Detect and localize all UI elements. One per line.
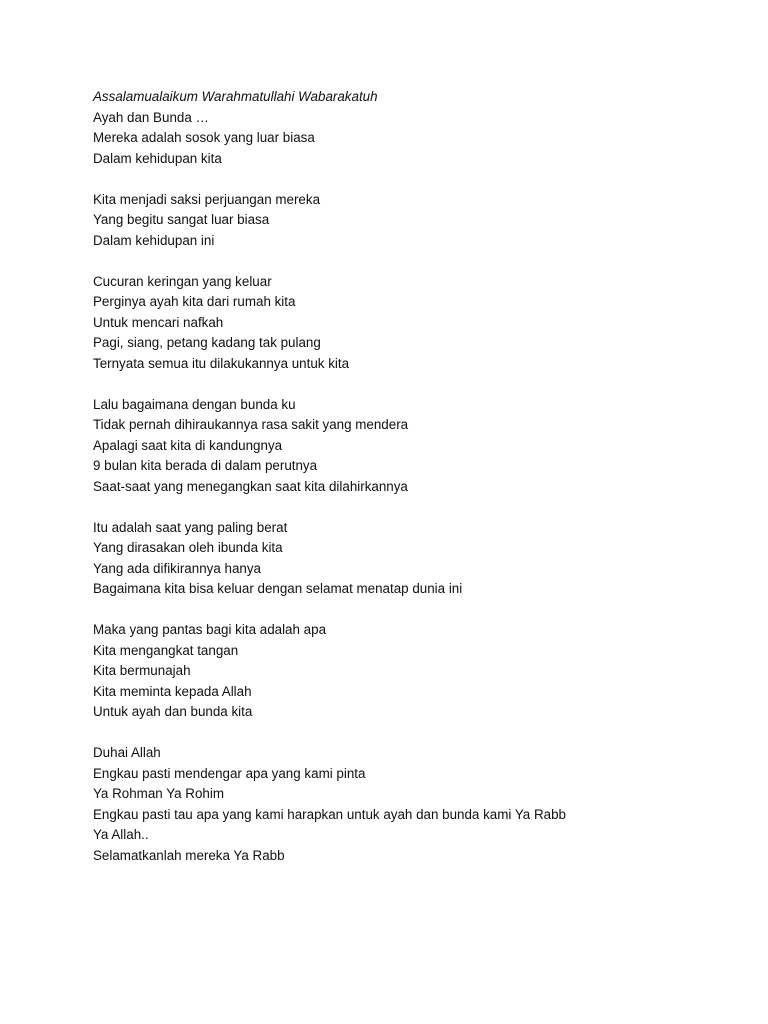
greeting-line: Assalamualaikum Warahmatullahi Wabarakatuh [93,89,378,104]
poem-line: Bagaimana kita bisa keluar dengan selamat menatap dunia ini [93,581,463,596]
poem-text [93,87,733,866]
poem-line: Mereka adalah sosok yang luar biasa [93,130,315,145]
poem-line: Ayah dan Bunda … [93,109,209,125]
stanza-7 [93,743,733,866]
poem-line: Kita menjadi saksi perjuangan mereka [93,191,321,207]
stanza-2 [93,190,733,252]
poem-line: Yang begitu sangat luar biasa [93,212,270,227]
poem-line: Ya Rohman Ya Rohim [93,786,224,801]
poem-line: Tidak pernah dihiraukannya rasa sakit yang mendera [93,417,409,432]
poem-line: Yang ada difikirannya hanya [93,560,261,576]
poem-line: Untuk ayah dan bunda kita [93,704,253,719]
poem-line: Yang dirasakan oleh ibunda kita [93,540,283,555]
poem-line: Saat-saat yang menegangkan saat kita dilahirkannya [93,478,408,494]
stanza-1 [93,87,733,169]
poem-line: Ternyata semua itu dilakukannya untuk kita [93,355,350,371]
poem-line: Engkau pasti mendengar apa yang kami pinta [93,765,366,781]
poem-line: Kita mengangkat tangan [93,642,239,658]
poem-line: Untuk mencari nafkah [93,314,224,330]
poem-line: Lalu bagaimana dengan bunda ku [93,396,296,412]
poem-line: Ya Allah.. [93,827,149,842]
poem-line: Perginya ayah kita dari rumah kita [93,294,296,309]
poem-line: Pagi, siang, petang kadang tak pulang [93,335,321,350]
poem-line: Duhai Allah [93,745,161,760]
poem-line: Selamatkanlah mereka Ya Rabb [93,847,285,863]
stanza-4 [93,395,733,498]
poem-line: 9 bulan kita berada di dalam perutnya [93,458,318,473]
poem-line: Cucuran keringan yang keluar [93,273,272,289]
poem-line: Kita meminta kepada Allah [93,683,252,699]
poem-line: Dalam kehidupan ini [93,232,215,248]
poem-line: Itu adalah saat yang paling berat [93,519,288,535]
poem-line: Dalam kehidupan kita [93,150,222,166]
stanza-3 [93,272,733,375]
poem-line: Maka yang pantas bagi kita adalah apa [93,622,327,637]
poem-line: Engkau pasti tau apa yang kami harapkan untuk ayah dan bunda kami Ya Rabb [93,806,566,822]
stanza-6 [93,620,733,723]
stanza-5 [93,518,733,600]
poem-line: Kita bermunajah [93,663,191,678]
poem-line: Apalagi saat kita di kandungnya [93,437,283,453]
